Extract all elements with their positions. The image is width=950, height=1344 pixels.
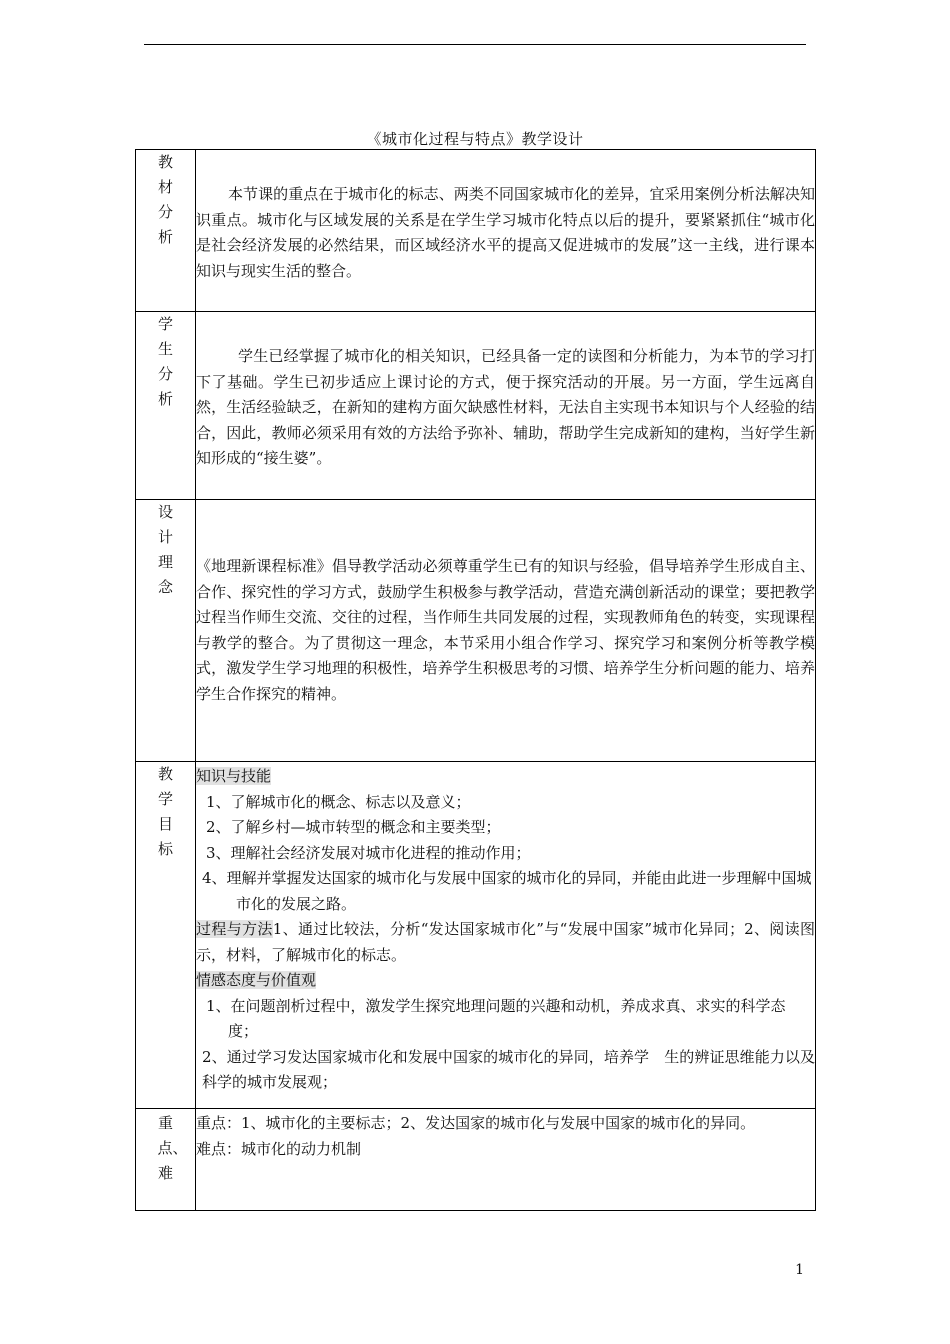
row-teaching-objectives bbox=[136, 762, 816, 1109]
attitude-values-heading: 情感态度与价值观 bbox=[196, 971, 317, 989]
row-student-analysis bbox=[136, 312, 816, 500]
student-analysis-text: 学生已经掌握了城市化的相关知识，已经具备一定的读图和分析能力，为本节的学习打下了基础。学生已初步适应上课讨论的方式，便于探究活动的开展。另一方面，学生远离自然，生活经验缺乏，在新知的建构方面欠缺感性材料，无法自主实现书本知识与个人经验的结合，因此，教师必须采用有效的方法给予弥补、辅助，帮助学生完成新知的建构，当好学生新知形成的“接生婆”。 bbox=[196, 347, 815, 467]
content-teaching-objectives bbox=[196, 762, 816, 1109]
content-design-concept bbox=[196, 500, 816, 762]
row-textbook-analysis bbox=[136, 150, 816, 312]
label-teaching-objectives: 教学目标 bbox=[136, 762, 196, 1109]
process-methods bbox=[196, 917, 815, 968]
knowledge-item: 2、了解乡村—城市转型的概念和主要类型； bbox=[206, 818, 501, 836]
label-textbook-analysis: 教材分析 bbox=[136, 150, 196, 312]
row-design-concept bbox=[136, 500, 816, 762]
attitude-item: 1、在问题剖析过程中，激发学生探究地理问题的兴趣和动机，养成求真、求实的科学态度； bbox=[206, 996, 786, 1040]
textbook-analysis-text: 本节课的重点在于城市化的标志、两类不同国家城市化的差异，宜采用案例分析法解决知识重点。城市化与区域发展的关系是在学生学习城市化特点以后的提升，要紧紧抓住“城市化是社会经济发展的必然结果，而区域经济水平的提高又促进城市的发展”这一主线，进行课本知识与现实生活的整合。 bbox=[196, 185, 815, 280]
key-point-text: 重点：1、城市化的主要标志；2、发达国家的城市化与发展中国家的城市化的异同。 bbox=[196, 1114, 756, 1132]
label-key-difficult-points: 重点、难 bbox=[136, 1109, 196, 1211]
label-student-analysis: 学生分析 bbox=[136, 312, 196, 500]
page-number: 1 bbox=[795, 1262, 804, 1278]
attitude-item: 2、通过学习发达国家城市化和发展中国家的城市化的异同，培养学 生的辨证思维能力以及科学的城市发展观； bbox=[202, 1047, 815, 1091]
design-concept-text: 《地理新课程标准》倡导教学活动必须尊重学生已有的知识与经验，倡导培养学生形成自主、合作、探究性的学习方式，鼓励学生积极参与教学活动，营造充满创新活动的课堂；要把教学过程当作师生交流、交往的过程，当作师生共同发展的过程，实现教师角色的转变，实现课程与教学的整合。为了贯彻这一理念，本节采用小组合作学习、探究学习和案例分析等教学模式，激发学生学习地理的积极性，培养学生积极思考的习惯、培养学生分析问题的能力、培养学生合作探究的精神。 bbox=[196, 557, 815, 703]
knowledge-item: 3、理解社会经济发展对城市化进程的推动作用； bbox=[206, 843, 531, 862]
row-key-difficult-points bbox=[136, 1109, 816, 1211]
process-methods-text: 1、通过比较法，分析“发达国家城市化”与“发展中国家”城市化异同；2、阅读图示，材料，了解城市化的标志。 bbox=[196, 920, 815, 964]
knowledge-item: 1、了解城市化的概念、标志以及意义； bbox=[206, 792, 471, 811]
knowledge-skills-heading: 知识与技能 bbox=[196, 767, 272, 785]
lesson-design-table bbox=[135, 149, 816, 1211]
label-design-concept: 设计理念 bbox=[136, 500, 196, 762]
content-student-analysis bbox=[196, 312, 816, 500]
process-methods-heading: 过程与方法 bbox=[196, 920, 273, 938]
content-key-difficult-points bbox=[196, 1109, 816, 1211]
difficult-point-text: 难点：城市化的动力机制 bbox=[196, 1139, 362, 1158]
document-title: 《城市化过程与特点》教学设计 bbox=[366, 130, 584, 148]
knowledge-item: 4、理解并掌握发达国家的城市化与发展中国家的城市化的异同，并能由此进一步理解中国城市化的发展之路。 bbox=[202, 869, 812, 913]
header-rule bbox=[144, 44, 806, 45]
content-textbook-analysis bbox=[196, 150, 816, 312]
